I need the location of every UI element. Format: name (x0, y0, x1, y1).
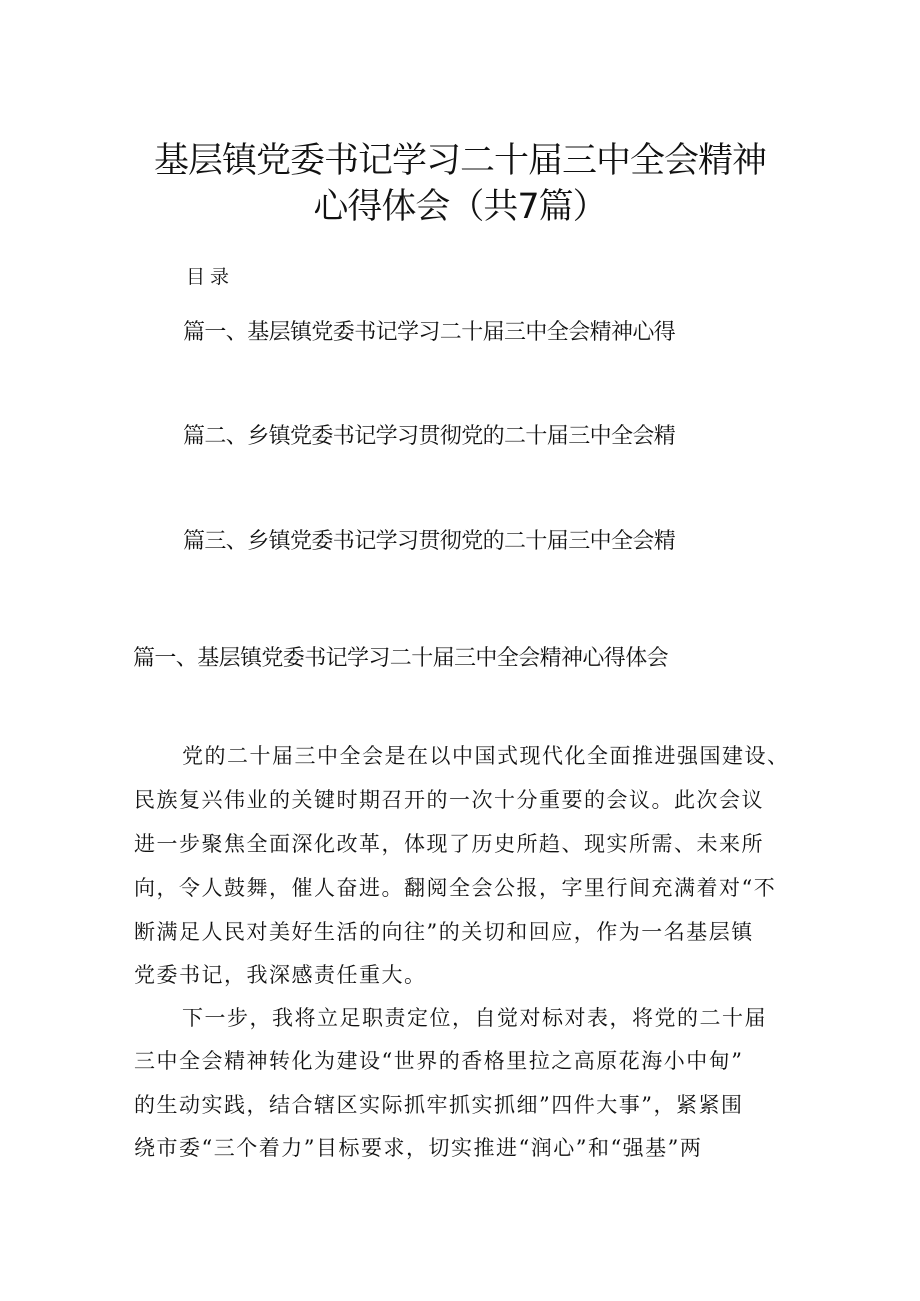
toc-item-2[interactable]: 篇二、乡镇党委书记学习贯彻党的二十届三中全会精 (183, 424, 676, 449)
paragraph-2-line-2: 三中全会精神转化为建设“世界的香格里拉之高原花海小中甸” (134, 1049, 744, 1073)
paragraph-1-line-5: 断满足人民对美好生活的向往”的关切和回应，作为一名基层镇 (134, 920, 754, 944)
table-of-contents-label: 目录 (186, 266, 235, 288)
toc-item-1[interactable]: 篇一、基层镇党委书记学习二十届三中全会精神心得 (183, 320, 676, 345)
document-title-line-1: 基层镇党委书记学习二十届三中全会精神 (153, 141, 766, 181)
document-title-line-2: 心得体会（共7篇） (313, 187, 607, 227)
section-heading-1: 篇一、基层镇党委书记学习二十届三中全会精神心得体会 (133, 646, 669, 671)
paragraph-1-line-2: 民族复兴伟业的关键时期召开的一次十分重要的会议。此次会议 (134, 788, 764, 812)
paragraph-2-line-4: 绕市委“三个着力”目标要求，切实推进“润心”和“强基”两 (134, 1136, 703, 1160)
toc-item-3[interactable]: 篇三、乡镇党委书记学习贯彻党的二十届三中全会精 (183, 529, 676, 554)
paragraph-2-line-1: 下一步，我将立足职责定位，自觉对标对表，将党的二十届 (182, 1006, 767, 1030)
paragraph-1-line-6: 党委书记，我深感责任重大。 (134, 963, 427, 987)
paragraph-1-line-1: 党的二十届三中全会是在以中国式现代化全面推进强国建设、 (182, 744, 790, 768)
paragraph-1-line-4: 向，令人鼓舞，催人奋进。翻阅全会公报，字里行间充满着对“不 (134, 876, 777, 900)
paragraph-2-line-3: 的生动实践，结合辖区实际抓牢抓实抓细”四件大事”，紧紧围 (134, 1093, 744, 1117)
paragraph-1-line-3: 进一步聚焦全面深化改革，体现了历史所趋、现实所需、未来所 (134, 832, 764, 856)
